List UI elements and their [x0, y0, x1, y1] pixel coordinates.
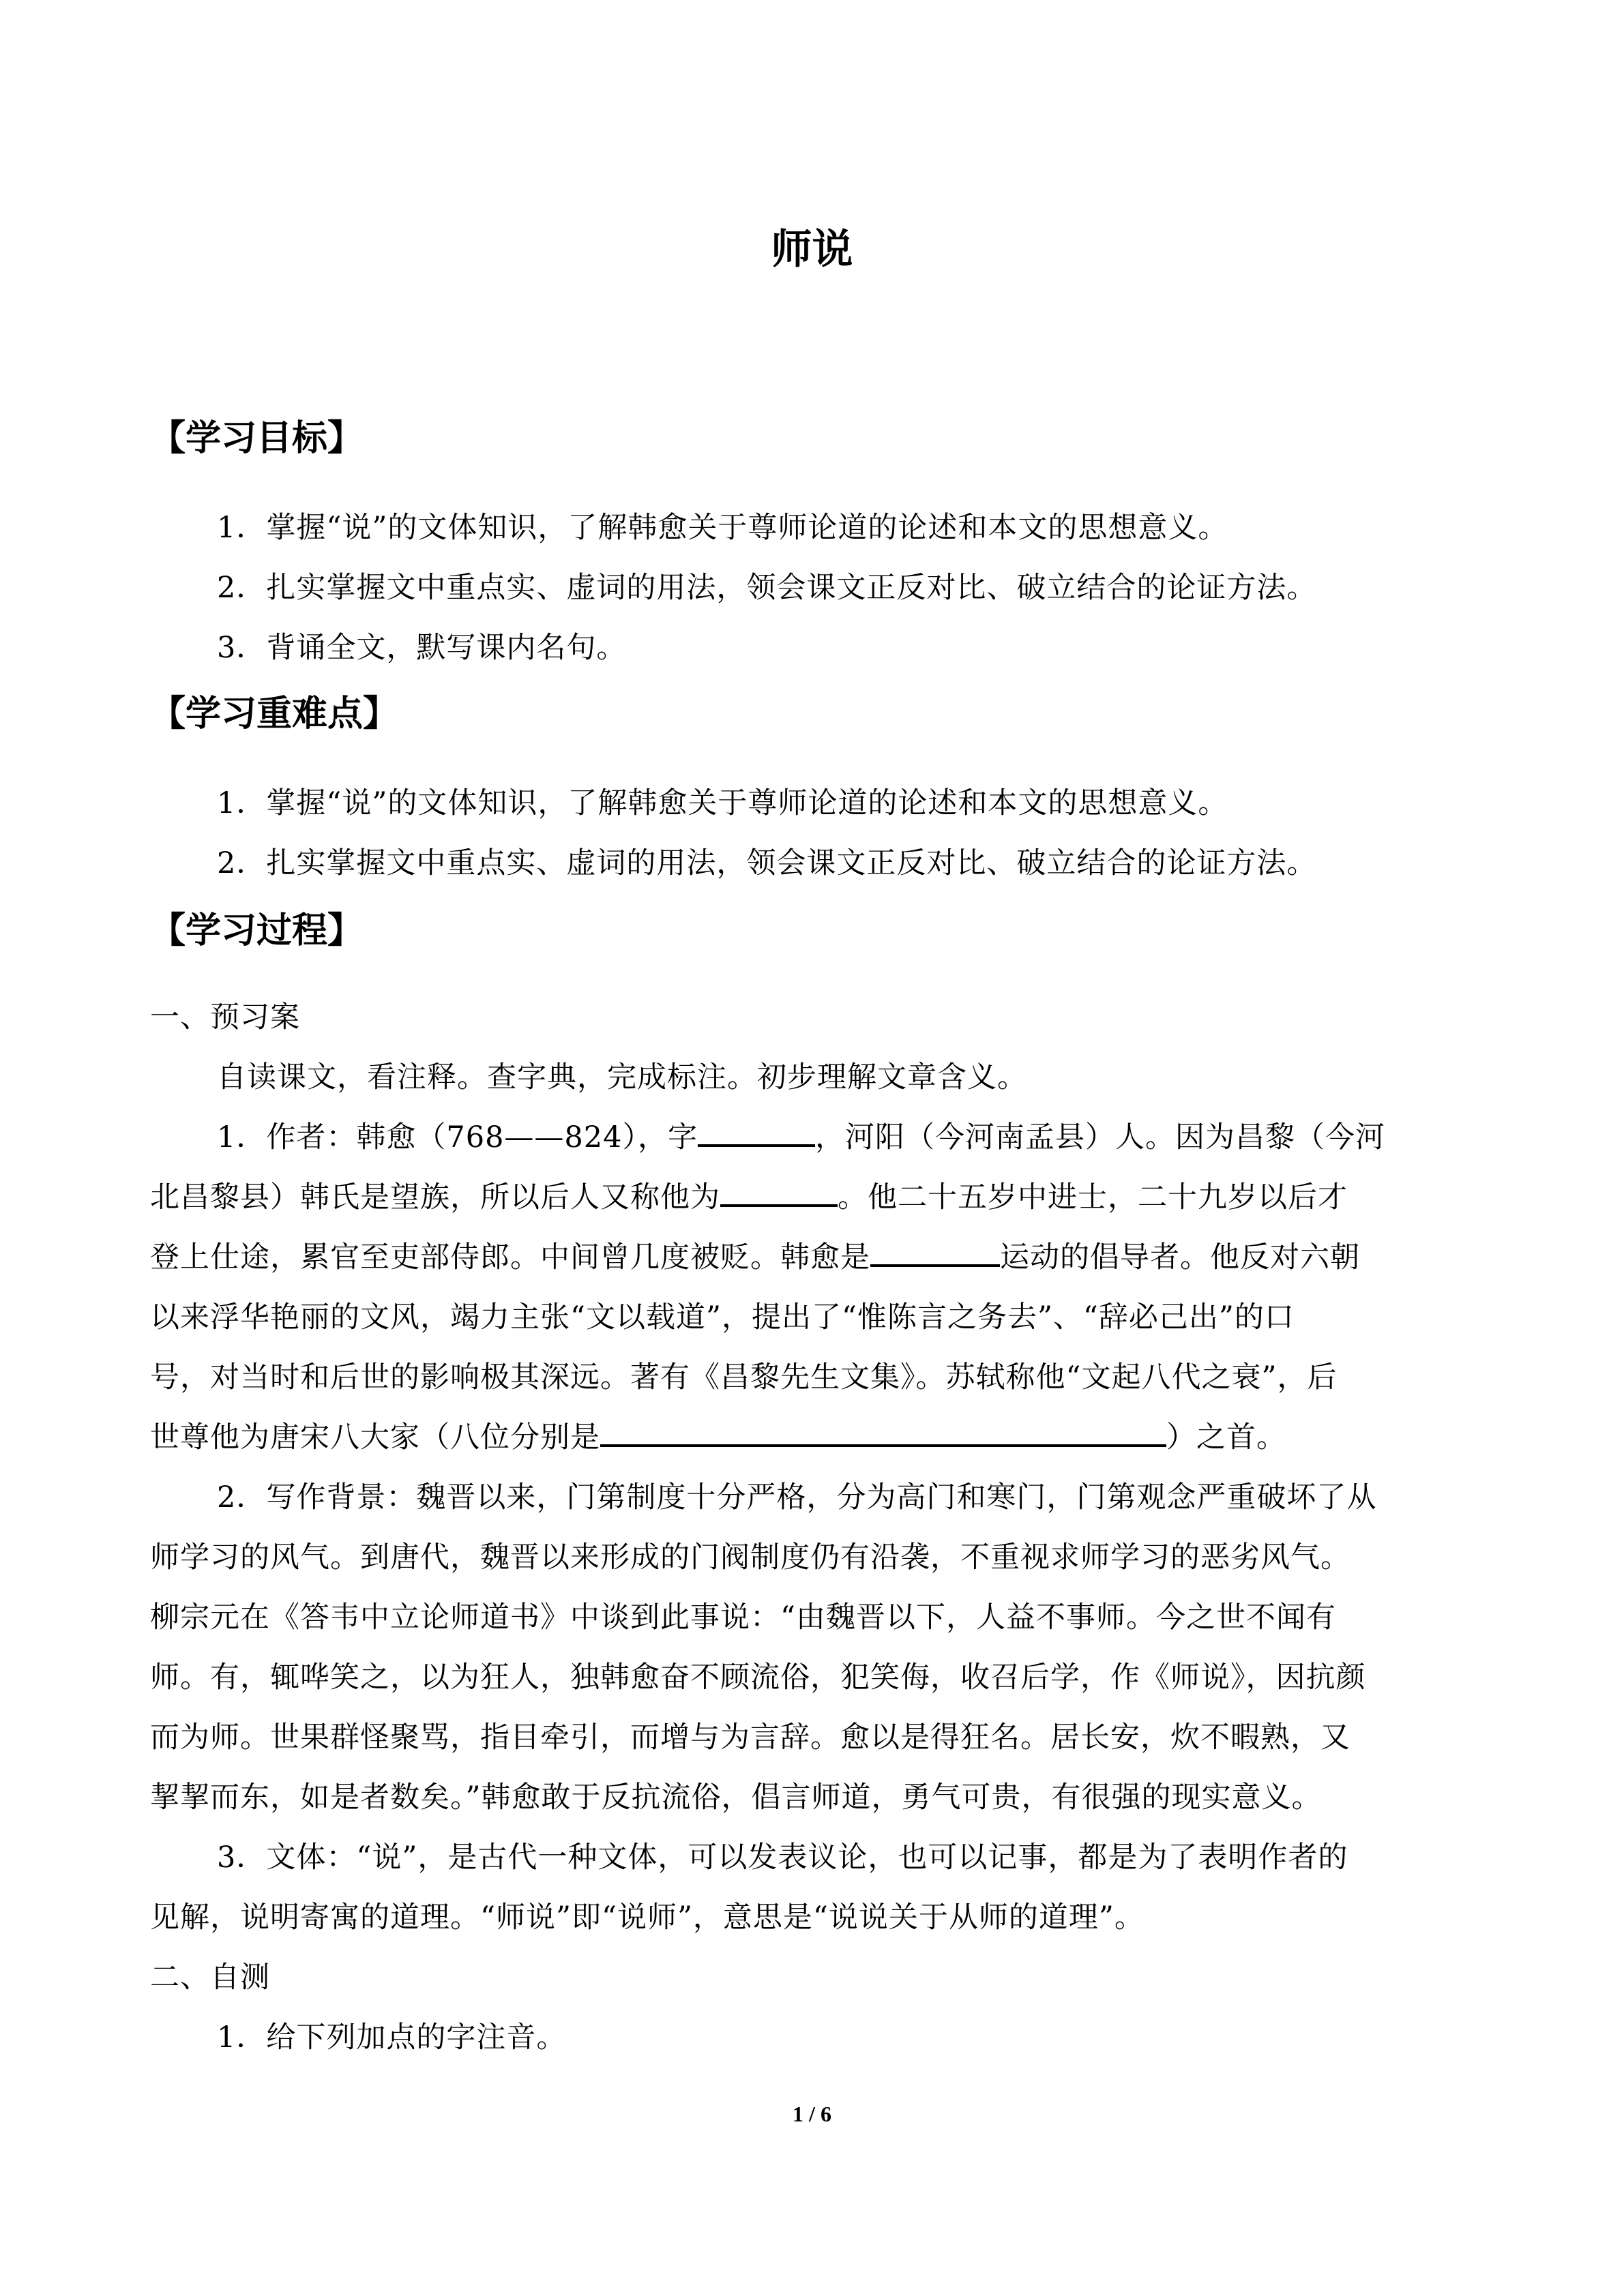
author-text: 世尊他为唐宋八大家（八位分别是: [150, 1420, 600, 1455]
keypoint-item: 2．扎实掌握文中重点实、虚词的用法，领会课文正反对比、破立结合的论证方法。: [217, 846, 1317, 880]
goal-item: 3．背诵全文，默写课内名句。: [217, 631, 627, 665]
keypoint-item: 1．掌握“说”的文体知识，了解韩愈关于尊师论道的论述和本文的思想意义。: [217, 786, 1228, 820]
goal-item: 2．扎实掌握文中重点实、虚词的用法，领会课文正反对比、破立结合的论证方法。: [217, 571, 1317, 605]
part1-title: 一、预习案: [150, 1000, 300, 1034]
background-line: 而为师。世果群怪聚骂，指目牵引，而增与为言辞。愈以是得狂名。居长安，炊不暇熟，又: [150, 1720, 1350, 1755]
blank-eight-masters[interactable]: [600, 1417, 1166, 1447]
author-line: [150, 1414, 1286, 1456]
author-text: 北昌黎县）韩氏是望族，所以后人又称他为: [150, 1180, 720, 1214]
author-line: [150, 1234, 1360, 1276]
part2-title: 二、自测: [150, 1960, 270, 1995]
author-line: 以来浮华艳丽的文风，竭力主张“文以载道”，提出了“惟陈言之务去”、“辞必己出”的口: [150, 1300, 1295, 1335]
background-line: 师学习的风气。到唐代，魏晋以来形成的门阀制度仍有沿袭，不重视求师学习的恶劣风气。: [150, 1540, 1350, 1575]
blank-alias[interactable]: [720, 1177, 838, 1207]
author-text: 1．作者：韩愈（768——824），字: [217, 1120, 698, 1154]
genre-line: 见解，说明寄寓的道理。“师说”即“说师”，意思是“说说关于从师的道理”。: [150, 1900, 1145, 1935]
part1-intro: 自读课文，看注释。查字典，完成标注。初步理解文章含义。: [217, 1060, 1027, 1094]
author-text: ，河阳（今河南孟县）人。因为昌黎（今河: [815, 1120, 1386, 1154]
part2-question: 1．给下列加点的字注音。: [217, 2021, 567, 2055]
author-text: 运动的倡导者。他反对六朝: [1000, 1240, 1360, 1274]
genre-line: 3．文体：“说”，是古代一种文体，可以发表议论，也可以记事，都是为了表明作者的: [217, 1840, 1348, 1875]
goal-item: 1．掌握“说”的文体知识，了解韩愈关于尊师论道的论述和本文的思想意义。: [217, 511, 1228, 545]
author-line: [217, 1114, 1385, 1156]
background-line: 挈挈而东，如是者数矣。”韩愈敢于反抗流俗，倡言师道，勇气可贵，有很强的现实意义。: [150, 1780, 1322, 1815]
blank-movement[interactable]: [870, 1237, 1000, 1267]
blank-style-name[interactable]: [698, 1117, 815, 1147]
section-heading-goals: 【学习目标】: [150, 417, 364, 459]
page-title: 师说: [771, 226, 853, 273]
author-text: 。他二十五岁中进士，二十九岁以后才: [838, 1180, 1348, 1214]
author-text: 登上仕途，累官至吏部侍郎。中间曾几度被贬。韩愈是: [150, 1240, 870, 1274]
background-line: 柳宗元在《答韦中立论师道书》中谈到此事说：“由魏晋以下，人益不事师。今之世不闻有: [150, 1600, 1336, 1635]
page-number: 1 / 6: [793, 2102, 831, 2126]
author-text: ）之首。: [1166, 1420, 1286, 1455]
author-line: 号，对当时和后世的影响极其深远。著有《昌黎先生文集》。苏轼称他“文起八代之衰”，后: [150, 1360, 1338, 1395]
background-line: 师。有，辄哗笑之，以为狂人，独韩愈奋不顾流俗，犯笑侮，收召后学，作《师说》，因抗颜: [150, 1660, 1366, 1695]
section-heading-keypoints: 【学习重难点】: [150, 693, 399, 734]
background-line: 2．写作背景：魏晋以来，门第制度十分严格，分为高门和寒门，门第观念严重破坏了从: [217, 1480, 1377, 1515]
author-line: [150, 1174, 1348, 1216]
section-heading-process: 【学习过程】: [150, 910, 364, 951]
